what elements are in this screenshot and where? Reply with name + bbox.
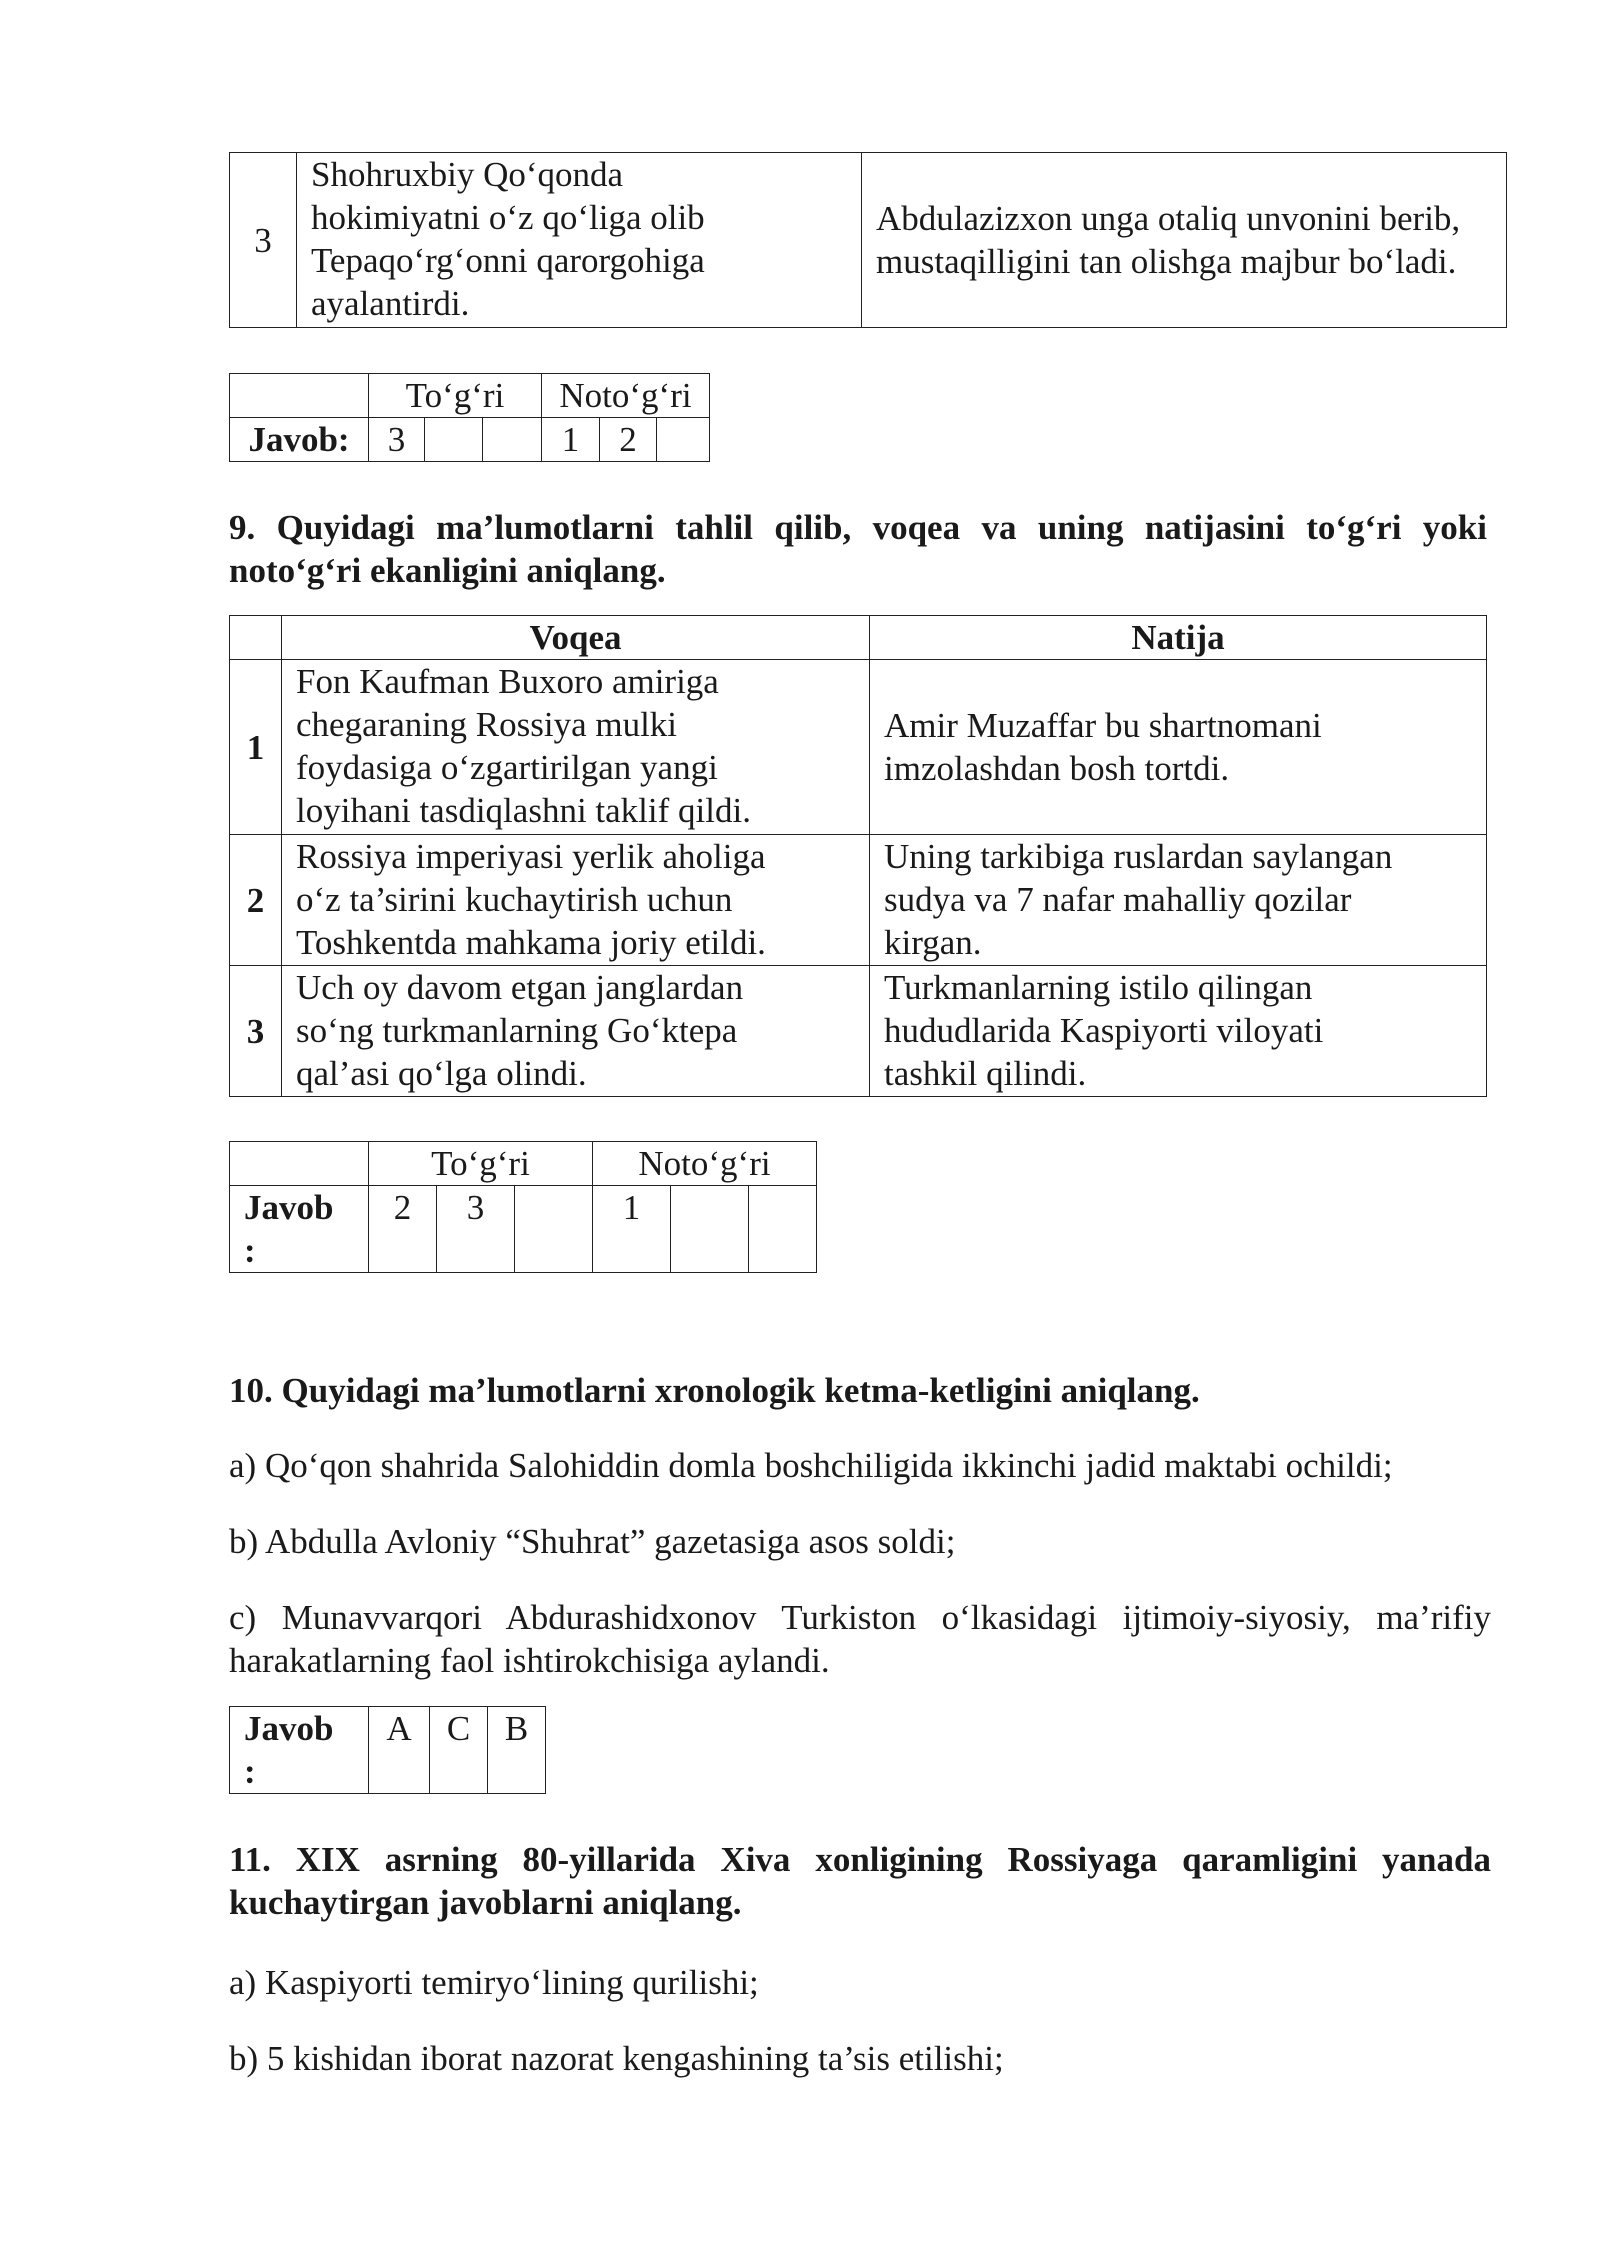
answer-cell: C: [430, 1707, 488, 1794]
table-row: [230, 418, 710, 462]
answer-table-8: [229, 373, 710, 462]
answer-cell: 3: [437, 1186, 515, 1273]
result-cell: Amir Muzaffar bu shartnomani imzolashdan bosh tortdi.: [870, 660, 1487, 835]
answer-label: Javob:: [230, 418, 369, 462]
answer-table-9: [229, 1141, 817, 1273]
table-row: [230, 616, 1487, 660]
question-10-title: 10. Quyidagi ma’lumotlarni xronologik ketma-ketligini aniqlang.: [229, 1371, 1200, 1410]
answer-cell: [483, 418, 542, 462]
answer-cell: B: [488, 1707, 546, 1794]
table-row: [230, 1186, 817, 1273]
table-row: [230, 966, 1487, 1097]
answer-cell: [425, 418, 483, 462]
answer-cell: [671, 1186, 749, 1273]
answer-label: Javob :: [230, 1707, 369, 1794]
answer-cell: [749, 1186, 817, 1273]
event-cell: Fon Kaufman Buxoro amiriga chegaraning Rossiya mulki foydasiga o‘zgartirilgan yangi loyihani tasdiqlashni taklif qildi.: [282, 660, 870, 835]
event-cell: Uch oy davom etgan janglardan so‘ng turkmanlarning Go‘ktepa qal’asi qo‘lga olindi.: [282, 966, 870, 1097]
prev-question-table: [229, 152, 1507, 328]
table-row: [230, 1142, 817, 1186]
question-11-option-a: a) Kaspiyorti temiryo‘lining qurilishi;: [229, 1963, 759, 2002]
answer-cell: 2: [369, 1186, 437, 1273]
result-cell: Turkmanlarning istilo qilingan hududlarida Kaspiyorti viloyati tashkil qilindi.: [870, 966, 1487, 1097]
table-row: [230, 660, 1487, 835]
table-row: [230, 1707, 546, 1794]
answer-cell: 1: [593, 1186, 671, 1273]
row-number: 3: [230, 153, 297, 328]
question-11-option-b: b) 5 kishidan iborat nazorat kengashining ta’sis etilishi;: [229, 2039, 1004, 2078]
result-cell: Uning tarkibiga ruslardan saylangan sudya va 7 nafar mahalliy qozilar kirgan.: [870, 835, 1487, 966]
incorrect-header: Noto‘g‘ri: [542, 374, 710, 418]
question-9-table: [229, 615, 1487, 1097]
event-cell: Rossiya imperiyasi yerlik aholiga o‘z ta’sirini kuchaytirish uchun Toshkentda mahkama joriy etildi.: [282, 835, 870, 966]
answer-cell: 1: [542, 418, 600, 462]
table-row: [230, 374, 710, 418]
answer-cell: A: [369, 1707, 430, 1794]
incorrect-header: Noto‘g‘ri: [593, 1142, 817, 1186]
table-row: [230, 835, 1487, 966]
answer-cell: [515, 1186, 593, 1273]
column-header-result: Natija: [870, 616, 1487, 660]
answer-cell: [657, 418, 710, 462]
row-number: 2: [230, 835, 282, 966]
question-10-option-a: a) Qo‘qon shahrida Salohiddin domla boshchiligida ikkinchi jadid maktabi ochildi;: [229, 1446, 1393, 1485]
correct-header: To‘g‘ri: [369, 374, 542, 418]
question-10-option-b: b) Abdulla Avloniy “Shuhrat” gazetasiga asos soldi;: [229, 1522, 956, 1561]
question-9-title: 9. Quyidagi ma’lumotlarni tahlil qilib, voqea va uning natijasini to‘g‘ri yoki noto‘g‘ri ekanligini aniqlang.: [229, 508, 1487, 590]
row-number: 3: [230, 966, 282, 1097]
answer-cell: 2: [600, 418, 657, 462]
answer-cell: 3: [369, 418, 425, 462]
correct-header: To‘g‘ri: [369, 1142, 593, 1186]
event-cell: Shohruxbiy Qo‘qonda hokimiyatni o‘z qo‘liga olib Tepaqo‘rg‘onni qarorgohiga ayalantirdi.: [297, 153, 862, 328]
result-cell: Abdulazizxon unga otaliq unvonini berib, mustaqilligini tan olishga majbur bo‘ladi.: [862, 153, 1507, 328]
question-11-title: 11. XIX asrning 80-yillarida Xiva xonligining Rossiyaga qaramligini yanada kuchaytirgan javoblarni aniqlang.: [229, 1840, 1491, 1922]
column-header-event: Voqea: [282, 616, 870, 660]
question-10-option-c: c) Munavvarqori Abdurashidxonov Turkiston o‘lkasidagi ijtimoiy-siyosiy, ma’rifiy harakatlarning faol ishtirokchisiga aylandi.: [229, 1598, 1491, 1680]
answer-label: Javob :: [230, 1186, 369, 1273]
row-number: 1: [230, 660, 282, 835]
table-row: [230, 153, 1507, 328]
answer-table-10: [229, 1706, 546, 1794]
